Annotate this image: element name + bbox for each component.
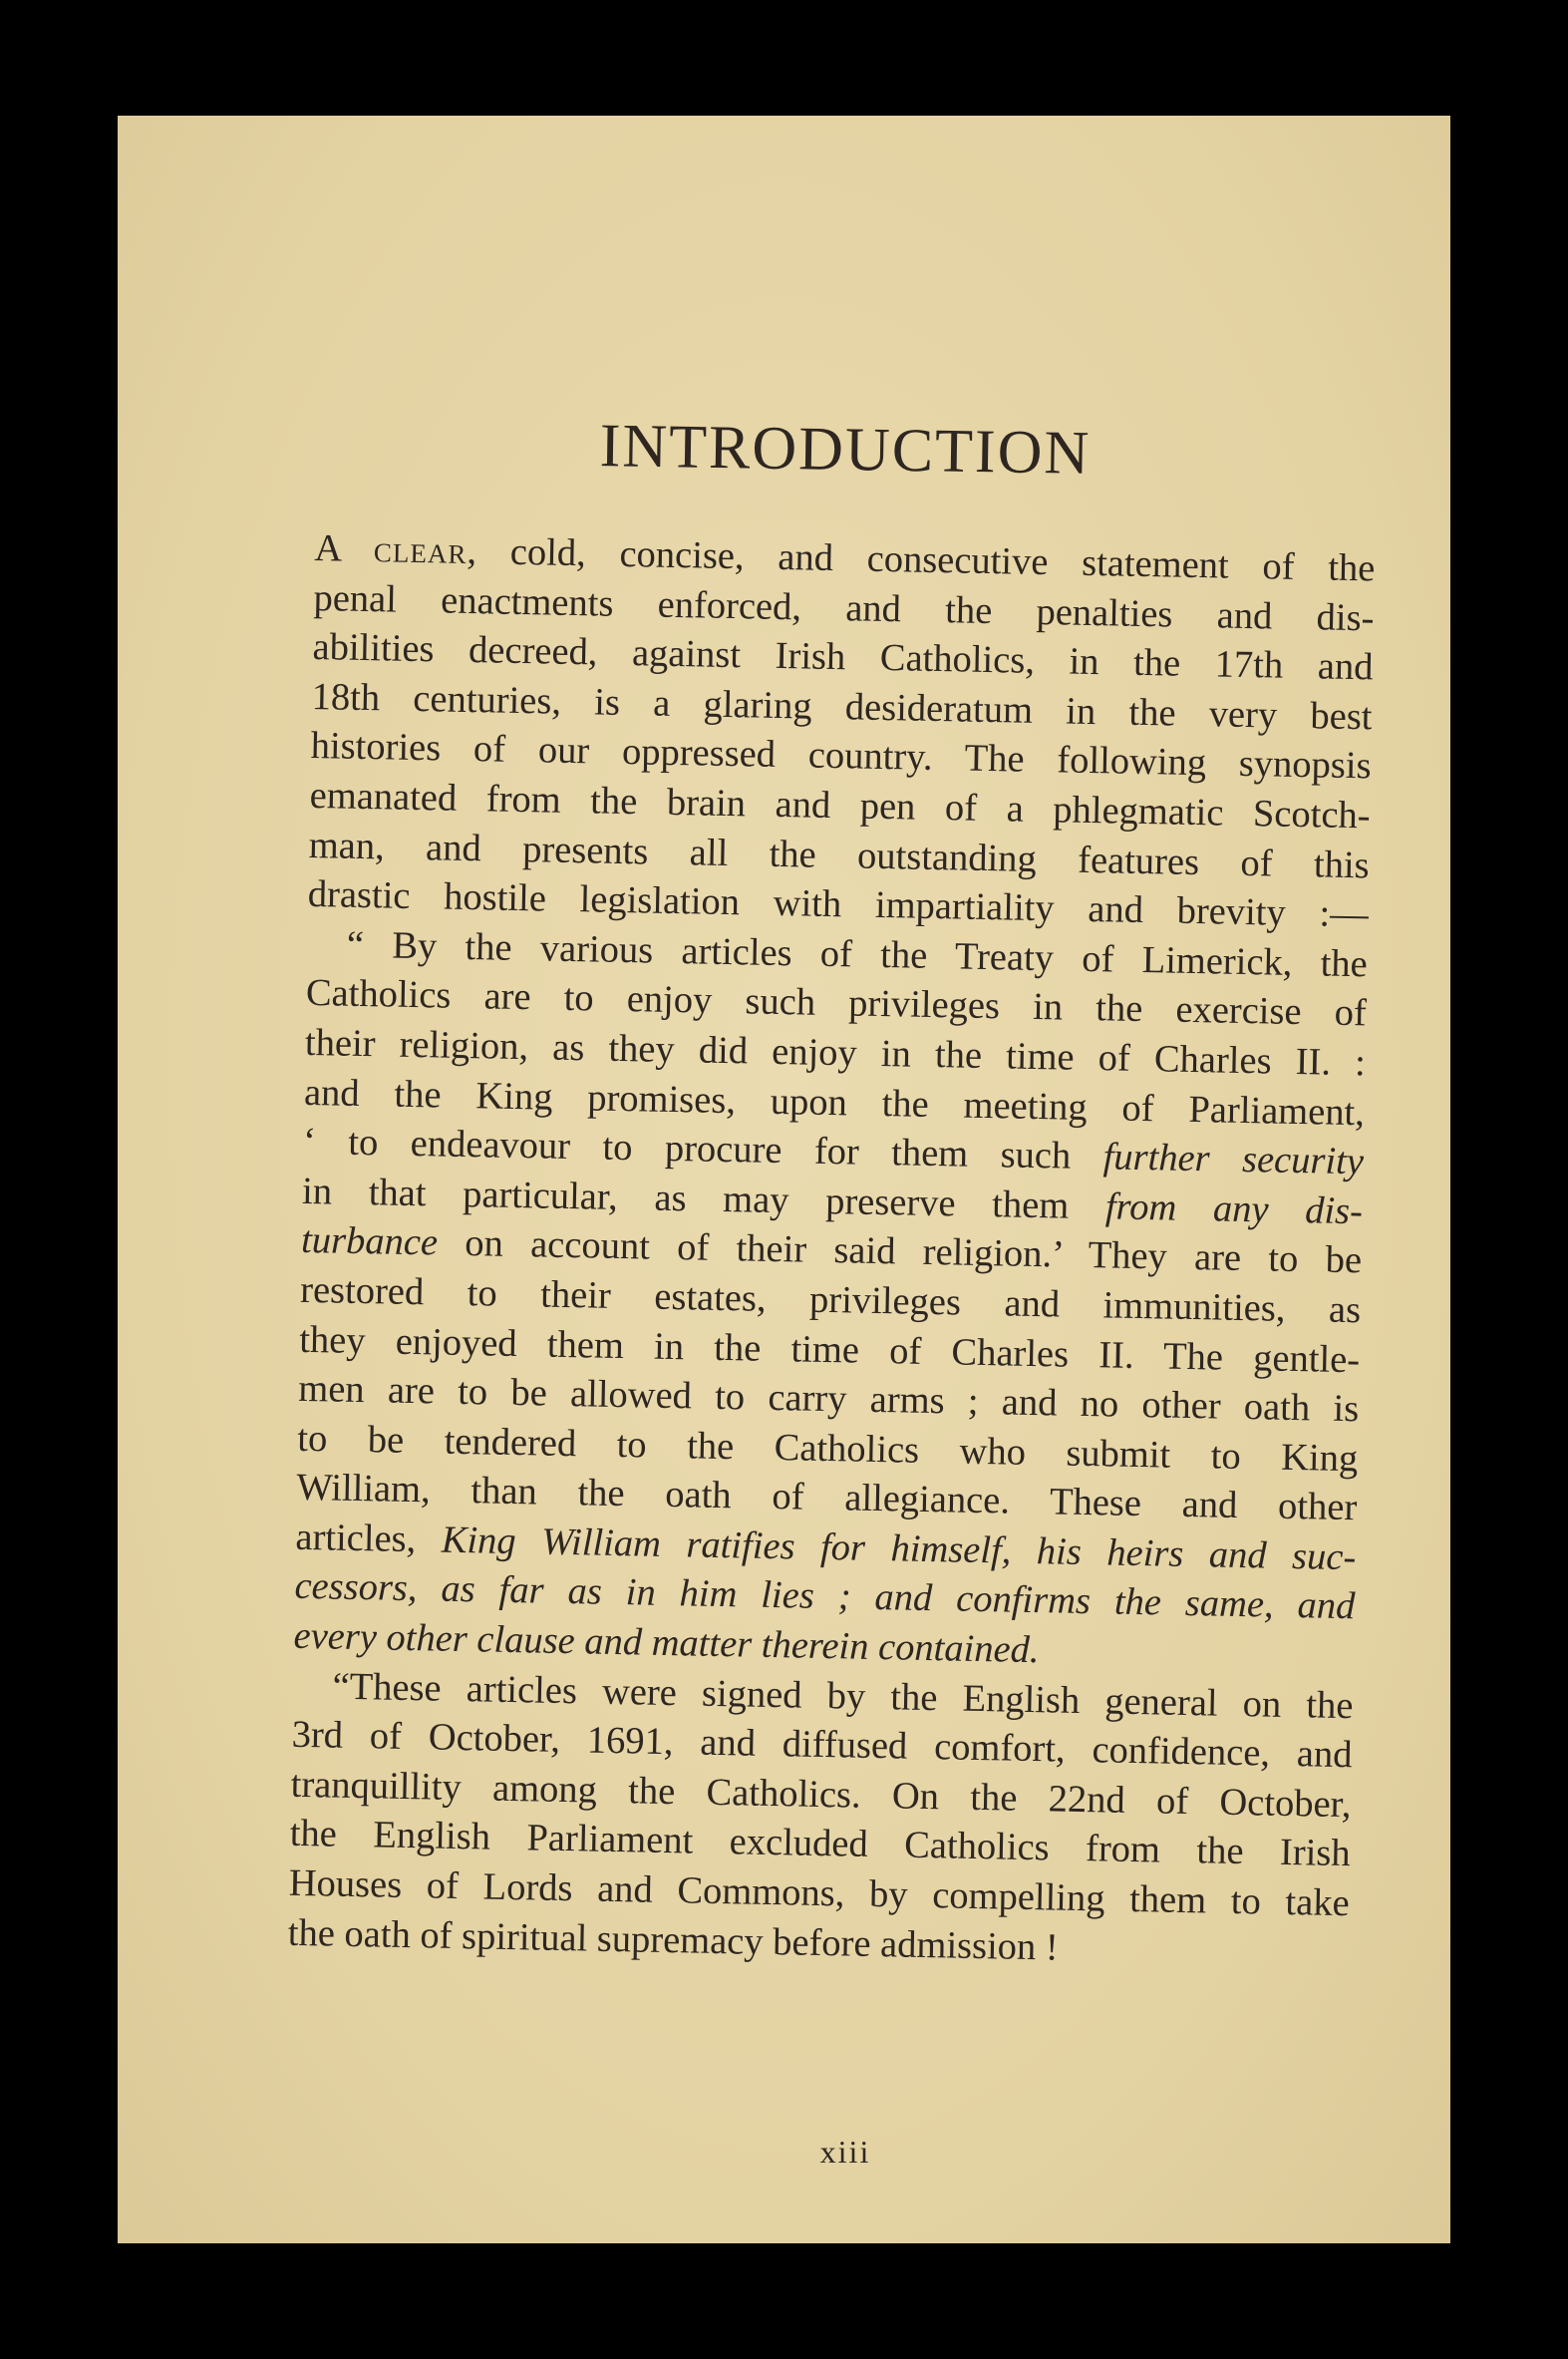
text-run: emanated from the brain and pen of a phlegmatic Scotch- — [309, 774, 1371, 838]
italic-text: from any dis- — [1104, 1185, 1364, 1233]
text-run: William, than the oath of allegiance. These and other — [296, 1467, 1358, 1529]
italic-text: every other clause and matter therein contained. — [293, 1614, 1040, 1672]
text-run: articles, — [295, 1516, 443, 1561]
text-run: A — [314, 526, 375, 571]
text-run: Houses of Lords and Commons, by compelling them to take — [288, 1861, 1351, 1925]
italic-text: King William ratifies for himself, his heirs and suc- — [441, 1518, 1357, 1579]
text-run: they enjoyed them in the time of Charles II. The gentle- — [298, 1318, 1361, 1381]
text-run: “These articles were signed by the English general on the — [332, 1665, 1354, 1727]
body-text — [287, 524, 1375, 1978]
italic-text: turbance — [300, 1219, 439, 1264]
text-run: “ By the various articles of the Treaty of Limerick, the — [346, 923, 1369, 986]
text-run: , cold, concise, and consecutive statement of the — [467, 529, 1376, 590]
text-run: men are to be allowed to carry arms ; and no other oath is — [297, 1367, 1360, 1431]
text-run: to be tendered to the Catholics who submit to King — [296, 1417, 1359, 1480]
text-run: 3rd of October, 1691, and diffused comfort, confidence, and — [291, 1714, 1353, 1777]
text-run: abilities decreed, against Irish Catholics, in the 17th and — [312, 626, 1374, 689]
text-run: the oath of spiritual supremacy before admission ! — [287, 1911, 1060, 1969]
text-run: on account of their said religion.’ They are to be — [437, 1221, 1363, 1282]
text-run: drastic hostile legislation with impartiality and brevity :— — [307, 873, 1370, 936]
text-run: man, and presents all the outstanding features of this — [308, 824, 1371, 886]
text-run: their religion, as they did enjoy in the time of Charles II. : — [304, 1021, 1367, 1085]
italic-text: cessors, as far as in him lies ; and confirms the same, and — [294, 1565, 1356, 1628]
text-run: restored to their estates, privileges and immunities, as — [299, 1268, 1362, 1332]
text-run: Catholics are to enjoy such privileges in the exercise of — [305, 972, 1368, 1035]
text-run: the English Parliament excluded Catholics from the Irish — [289, 1813, 1351, 1875]
text-run: tranquillity among the Catholics. On the 22nd of October, — [290, 1763, 1352, 1827]
page-title: INTRODUCTION — [599, 412, 1092, 488]
text-run: histories of our oppressed country. The following synopsis — [310, 725, 1372, 788]
page-number: xiii — [819, 2134, 871, 2170]
text-run: in that particular, as may preserve them — [301, 1170, 1106, 1228]
italic-text: further security — [1102, 1136, 1365, 1183]
text-run: 18th centuries, is a glaring desideratum in the very best — [311, 675, 1373, 739]
book-page — [118, 116, 1450, 2243]
small-caps-text: clear — [373, 528, 468, 572]
text-run: and the King promises, upon the meeting of Parliament, — [303, 1071, 1366, 1134]
text-run: ‘ to endeavour to procure for them such — [302, 1121, 1104, 1179]
text-run: penal enactments enforced, and the penalties and dis- — [313, 576, 1375, 640]
